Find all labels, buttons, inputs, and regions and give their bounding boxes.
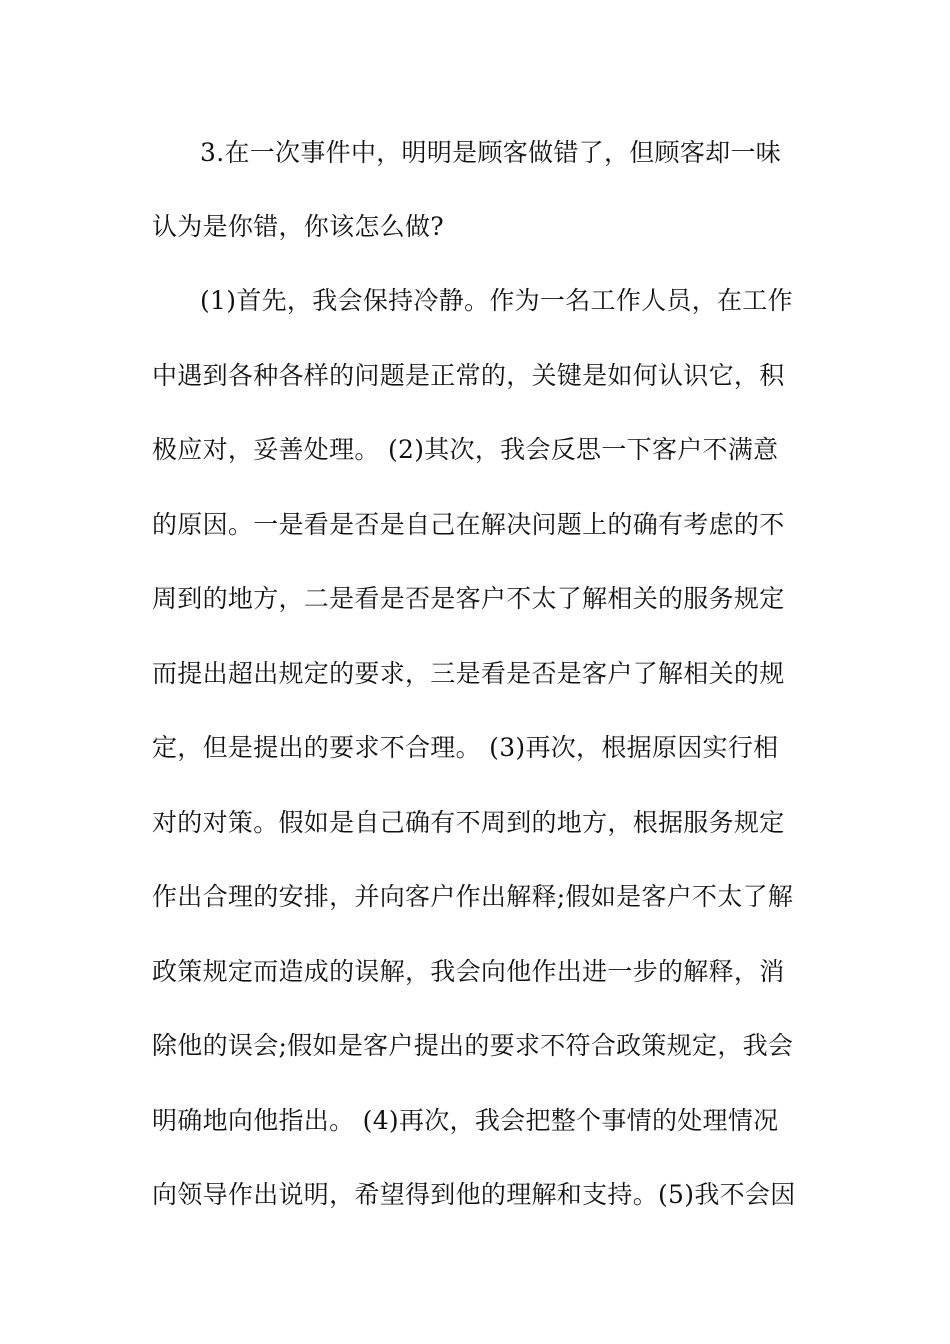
paragraph-line: 明确地向他指出。 (4)再次，我会把整个事情的处理情况 [152,1106,779,1135]
paragraph-line: (1)首先，我会保持冷静。作为一名工作人员，在工作 [200,286,793,315]
paragraph-line: 对的对策。假如是自己确有不周到的地方，根据服务规定 [152,808,785,837]
paragraph-line: 而提出超出规定的要求，三是看是否是客户了解相关的规 [152,659,785,688]
paragraph-line: 极应对，妥善处理。 (2)其次，我会反思一下客户不满意 [152,435,779,464]
paragraph-line: 3.在一次事件中，明明是顾客做错了，但顾客却一味 [200,138,782,167]
paragraph-line: 政策规定而造成的误解，我会向他作出进一步的解释，消 [152,957,785,986]
paragraph-line: 的原因。一是看是否是自己在解决问题上的确有考虑的不 [152,510,785,539]
paragraph-line: 定，但是提出的要求不合理。 (3)再次，根据原因实行相 [152,733,779,762]
paragraph-line: 作出合理的安排，并向客户作出解释;假如是客户不太了解 [152,882,794,911]
paragraph-line: 周到的地方，二是看是否是客户不太了解相关的服务规定 [152,584,785,613]
paragraph-line: 中遇到各种各样的问题是正常的，关键是如何认识它，积 [152,361,785,390]
paragraph-line: 向领导作出说明，希望得到他的理解和支持。(5)我不会因 [152,1180,796,1209]
paragraph-line: 认为是你错，你该怎么做? [152,212,445,241]
paragraph-line: 除他的误会;假如是客户提出的要求不符合政策规定，我会 [152,1031,794,1060]
